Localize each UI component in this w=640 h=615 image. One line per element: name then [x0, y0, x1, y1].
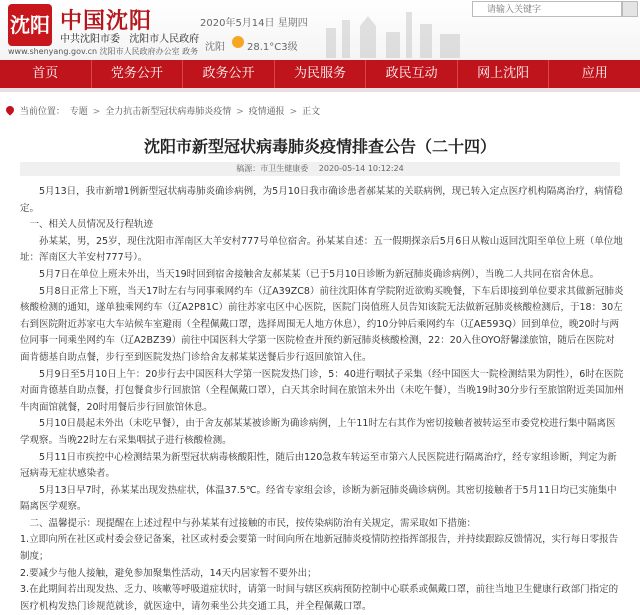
breadcrumb-item-current: 正文: [302, 107, 321, 117]
breadcrumb-item-topic[interactable]: 专题: [69, 107, 88, 117]
search-input[interactable]: [472, 1, 622, 17]
breadcrumb-separator: >: [289, 107, 298, 117]
article-published-time: 2020-05-14 10:12:24: [318, 164, 404, 173]
nav-party-affairs[interactable]: 党务公开: [92, 60, 184, 88]
breadcrumb: [6, 104, 322, 117]
article-source: 稿源：市卫生健康委: [236, 164, 309, 173]
tip-item: 3.在此期间若出现发热、乏力、咳嗽等呼吸道症状时，请第一时间与辖区疾病预防控制中心联系或佩戴口罩，前往当地卫生健康行政部门指定的医疗机构发热门诊规范就诊，就医途中，请勿乘坐公共交通工具，并全程佩戴口罩。: [20, 584, 619, 612]
site-name[interactable]: 中国沈阳: [60, 8, 153, 34]
article-paragraph: 5月13日，我市新增1例新型冠状病毒肺炎确诊病例，为5月10日我市确诊患者郝某某的关联病例，现已转入定点医疗机构隔离治疗，病情稳定。: [20, 186, 623, 214]
sponsor-line: [60, 30, 205, 45]
tip-item: 1.立即向所在社区或村委会登记备案，社区或村委会要第一时间向所在地新冠肺炎疫情防控指挥部报告，并持续跟踪反馈情况，实行每日零报告制度；: [20, 534, 619, 563]
article-paragraph: 5月13日早7时，孙某某出现发热症状，体温37.5℃。经省专家组会诊，诊断为新冠肺炎确诊病例。其密切接触者于5月11日均已实施集中隔离医学观察。: [20, 484, 617, 513]
site-logo[interactable]: 沈阳: [8, 4, 52, 46]
nav-public-service[interactable]: 为民服务: [275, 60, 367, 88]
search-button[interactable]: [622, 1, 638, 17]
nav-online-shenyang[interactable]: 网上沈阳: [458, 60, 550, 88]
current-date: 2020年5月14日 星期四: [200, 18, 308, 29]
breadcrumb-item-epidemic[interactable]: 全力抗击新型冠状病毒肺炎疫情: [105, 107, 232, 117]
article-meta: [20, 162, 620, 176]
article-paragraph: 5月8日正常上下班，当天17时左右与同事乘网约车（辽A39ZC8）前往沈阳体育学院附近欲购买晚餐，下车后即接到单位要求其做新冠肺炎核酸检测的通知，遂单独乘网约车（辽A2P81C）前往苏家屯区中心医院，医院门岗值班人员告知该院无法做新冠肺炎核酸检测后，于18：30左右到医院附近苏家屯大车站候车室避雨（全程佩戴口罩，选择周围无人地方休息），约10分钟后乘网约车（辽AE593Q）回到单位，晚20时与两位同事一同乘坐网约车（辽A2BZ39）前往中国医科大学第一医院检查并预约新冠肺炎核酸检测，22：20入住OYO舒馨漾旅馆，随后在医院对面肯德基自助点餐，步行至到医院发热门诊给舍友郝某某送餐后步行返回旅馆入住。: [20, 285, 624, 363]
article-paragraph: 5月7日在单位上班未外出，当天19时回到宿舍接触舍友郝某某（已于5月10日诊断为新冠肺炎确诊病例），当晚二人共同在宿舍休息。: [39, 268, 600, 280]
weather-city: 沈阳: [205, 42, 225, 53]
weather-temperature: 28.1°C3级: [247, 42, 298, 53]
tip-item: 2.要减少与他人接触，避免参加聚集性活动，14天内居家暂不要外出；: [20, 567, 317, 579]
breadcrumb-lead: 当前位置：: [19, 107, 65, 117]
location-pin-icon: [4, 104, 15, 115]
section-heading: 一、相关人员情况及行程轨迹: [29, 219, 154, 231]
breadcrumb-item-bulletin[interactable]: 疫情通报: [248, 107, 285, 117]
article-title: 沈阳市新型冠状病毒肺炎疫情排查公告（二十四）: [143, 137, 496, 156]
article-paragraph: 孙某某，男，25岁，现住沈阳市浑南区大羊安村777号单位宿舍。孙某某自述：五一假期探亲后5月6日从鞍山返回沈阳至单位上班（单位地址：浑南区大羊安村777号）。: [20, 235, 623, 264]
article-body: [20, 184, 624, 615]
breadcrumb-separator: >: [92, 107, 101, 117]
party-committee-label: 中共沈阳市委: [60, 34, 120, 45]
site-url: www.shenyang.gov.cn 沈阳市人民政府办公室 政务: [8, 47, 199, 56]
city-skyline-illustration: [320, 6, 470, 58]
article-paragraph: 5月10日晨起未外出（未吃早餐），由于舍友郝某某被诊断为确诊病例，上午11时左右其作为密切接触者被转运至市委党校进行集中隔离医学观察。当晚22时左右采集咽拭子进行核酸检测。: [20, 418, 616, 446]
government-label: 沈阳市人民政府: [129, 34, 200, 45]
site-header: [0, 0, 640, 60]
nav-apps[interactable]: 应用: [581, 66, 608, 81]
main-nav: [0, 60, 640, 88]
sun-icon: [232, 36, 244, 48]
nav-interaction[interactable]: 政民互动: [366, 60, 458, 88]
section-heading: 二、温馨提示：现提醒在上述过程中与孙某某有过接触的市民，按传染病防治有关规定，需采取如下措施：: [29, 517, 477, 529]
nav-home[interactable]: 首页: [0, 60, 92, 88]
nav-government-affairs[interactable]: 政务公开: [183, 60, 275, 88]
article-paragraph: 5月11日市疾控中心检测结果为新型冠状病毒核酸阳性，随后由120急救车转运至市第六人民医院进行隔离治疗，经专家组诊断，判定为新冠病毒无症状感染者。: [20, 451, 617, 480]
article-paragraph: 5月9日至5月10日上午：20步行去中国医科大学第一医院发热门诊，5：40进行咽拭子采集（经中国医大一院检测结果为阴性），6时在医院对面肯德基自助点餐，打包餐食步行回旅馆（全程佩戴口罩），白天其余时间在旅馆未外出（未吃午餐），当晚19时30分步行至旅馆附近美国加州牛肉面馆就餐，20时用餐后步行回旅馆休息。: [20, 368, 624, 413]
nav-divider: [0, 88, 640, 92]
breadcrumb-separator: >: [236, 107, 244, 117]
